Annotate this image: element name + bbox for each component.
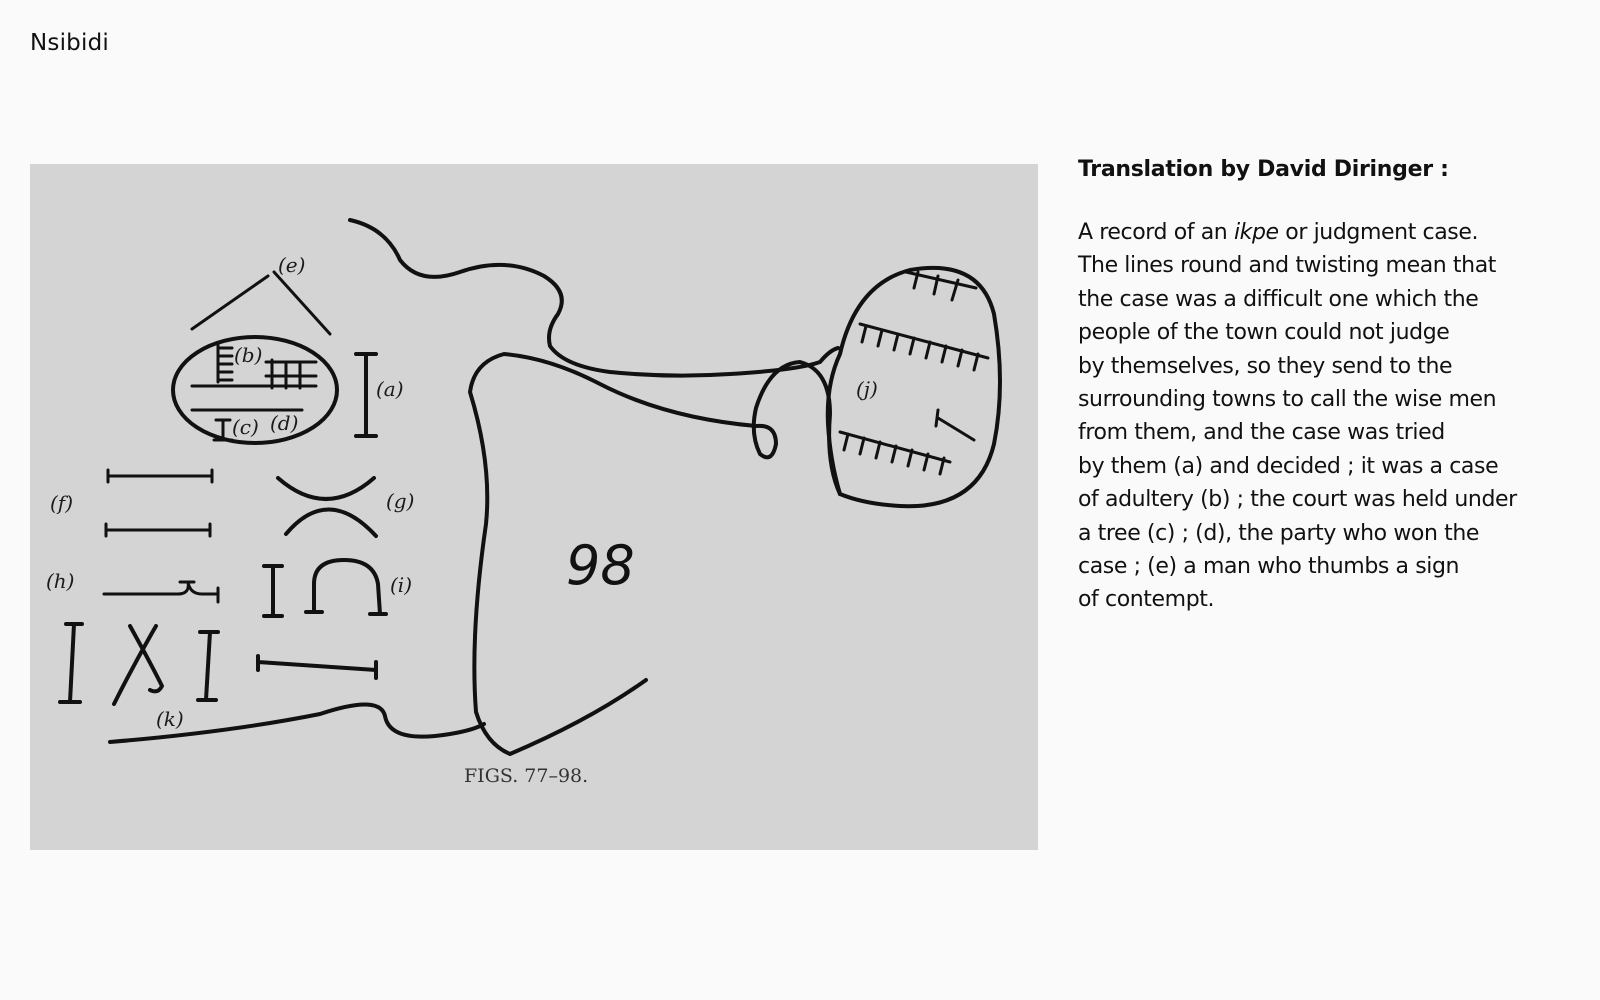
translation-italic-term: ikpe	[1233, 220, 1279, 245]
sign-k-bar-long	[258, 656, 376, 678]
page-title: Nsibidi	[30, 30, 109, 56]
label-i: (i)	[390, 573, 413, 597]
translation-line: from them, and the case was tried	[1078, 420, 1445, 446]
sign-i-bar	[264, 566, 282, 616]
label-a: (a)	[376, 377, 404, 401]
translation-line: by them (a) and decided ; it was a case	[1078, 453, 1499, 479]
sign-k-cross	[114, 626, 162, 704]
label-c: (c)	[232, 415, 259, 439]
sign-b-comb	[218, 344, 232, 382]
translation-line: of contempt.	[1078, 587, 1215, 613]
nsibidi-figure-image	[30, 164, 1038, 850]
figure-caption: FIGS. 77–98.	[464, 765, 589, 787]
translation-text: or judgment case.	[1278, 220, 1479, 245]
sign-g-arcs	[278, 478, 376, 536]
sign-j-comb-2	[840, 432, 950, 474]
sign-j-oval	[828, 268, 1000, 506]
translation-text: A record of an	[1078, 220, 1234, 245]
translation-line: surrounding towns to call the wise men	[1078, 387, 1497, 413]
sign-h	[104, 582, 218, 602]
label-e: (e)	[278, 253, 306, 277]
translation-line: The lines round and twisting mean that	[1078, 253, 1497, 279]
sign-j-bar	[936, 410, 974, 440]
sign-a-i	[356, 354, 376, 436]
translation-line: the case was a difficult one which the	[1078, 286, 1479, 312]
translation-line: by themselves, so they send to the	[1078, 353, 1453, 379]
sign-iii	[266, 360, 316, 388]
sign-f-bar-1	[108, 470, 212, 482]
label-j: (j)	[856, 377, 878, 401]
figure-number: 98	[566, 534, 635, 597]
sign-j-comb-1	[860, 324, 988, 370]
translation-panel	[1078, 154, 1578, 617]
sign-e-chevron	[192, 272, 330, 334]
translation-line: case ; (e) a man who thumbs a sign	[1078, 554, 1460, 580]
nsibidi-drawing	[30, 164, 1038, 850]
twisting-line-loop	[470, 354, 840, 754]
translation-line: a tree (c) ; (d), the party who won the	[1078, 520, 1480, 546]
translation-line	[1078, 216, 1578, 249]
twisting-line-top	[350, 220, 838, 376]
translation-line: people of the town could not judge	[1078, 320, 1450, 346]
translation-line: of adultery (b) ; the court was held under	[1078, 487, 1517, 513]
label-f: (f)	[50, 491, 74, 515]
label-k: (k)	[156, 707, 184, 731]
label-g: (g)	[386, 489, 415, 513]
sign-f-bar-2	[106, 524, 210, 536]
translation-body	[1078, 216, 1578, 617]
sign-k-bar-left	[60, 624, 82, 702]
label-b: (b)	[234, 343, 263, 367]
sign-k-bar-right	[198, 632, 218, 700]
label-d: (d)	[270, 411, 299, 435]
label-h: (h)	[46, 569, 75, 593]
sign-i-arch	[306, 560, 386, 614]
translation-heading: Translation by David Diringer :	[1078, 157, 1449, 182]
